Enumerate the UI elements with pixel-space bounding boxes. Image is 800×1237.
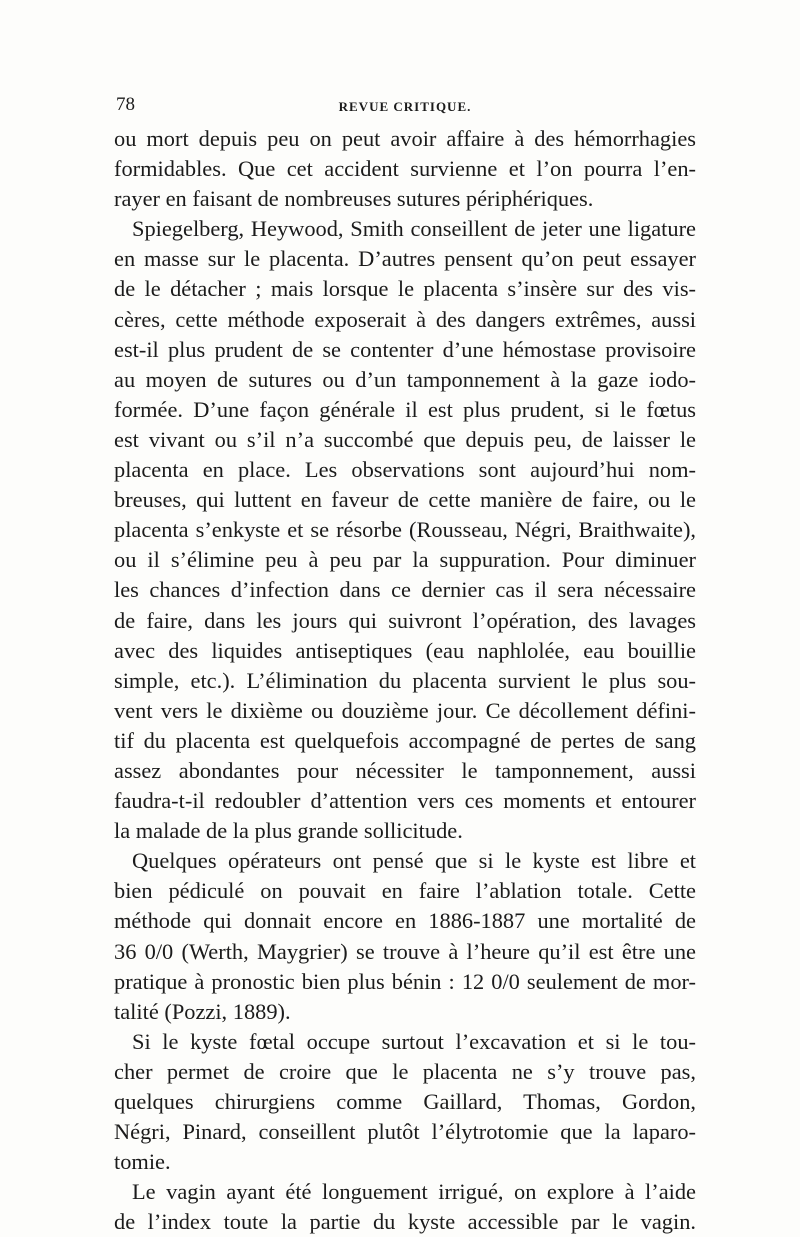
text-line: de le détacher ; mais lorsque le placenta s’insère sur des vis- (114, 276, 696, 302)
text-line: 36 0/0 (Werth, Maygrier) se trouve à l’heure qu’il est être une (114, 938, 696, 964)
paragraph-5 (114, 1177, 696, 1237)
text-line: placenta en place. Les observations sont aujourd’hui nom- (114, 457, 696, 483)
text-line: breuses, qui luttent en faveur de cette manière de faire, ou le (114, 487, 696, 513)
paragraph-2 (114, 214, 696, 846)
text-line: avec des liquides antiseptiques (eau naphlolée, eau bouillie (114, 637, 696, 663)
text-line: formée. D’une façon générale il est plus prudent, si le fœtus (114, 396, 696, 422)
text-line: Le vagin ayant été longuement irrigué, on explore à l’aide (132, 1179, 696, 1205)
text-line: en masse sur le placenta. D’autres pensent qu’on peut essayer (114, 246, 696, 272)
text-line: tif du placenta est quelquefois accompagné de pertes de sang (114, 727, 696, 753)
text-line: méthode qui donnait encore en 1886-1887 une mortalité de (114, 908, 696, 934)
text-line: Spiegelberg, Heywood, Smith conseillent de jeter une ligature (132, 216, 696, 242)
text-line: est-il plus prudent de se contenter d’une hémostase provisoire (114, 336, 696, 362)
book-page (114, 92, 696, 1237)
page-header (114, 92, 696, 124)
text-line: cher permet de croire que le placenta ne s’y trouve pas, (114, 1058, 696, 1084)
body-text (114, 124, 696, 1237)
text-line: bien pédiculé on pouvait en faire l’ablation totale. Cette (114, 878, 696, 904)
text-line: talité (Pozzi, 1889). (114, 998, 291, 1024)
running-title: REVUE CRITIQUE. (338, 99, 472, 114)
text-line: tomie. (114, 1149, 171, 1175)
text-line: la malade de la plus grande sollicitude. (114, 818, 463, 844)
text-line: pratique à pronostic bien plus bénin : 12 0/0 seulement de mor- (114, 968, 696, 994)
text-line: Quelques opérateurs ont pensé que si le kyste est libre et (132, 848, 696, 874)
paragraph-1 (114, 124, 696, 214)
text-line: ou il s’élimine peu à peu par la suppuration. Pour diminuer (114, 547, 696, 573)
text-line: Si le kyste fœtal occupe surtout l’excavation et si le tou- (132, 1028, 696, 1054)
text-line: est vivant ou s’il n’a succombé que depuis peu, de laisser le (114, 426, 696, 452)
text-line: formidables. Que cet accident survienne et l’on pourra l’en- (114, 156, 696, 182)
text-line: ou mort depuis peu on peut avoir affaire à des hémorrhagies (114, 126, 696, 151)
text-line: cères, cette méthode exposerait à des dangers extrêmes, aussi (114, 306, 696, 332)
text-line: Négri, Pinard, conseillent plutôt l’élytrotomie que la laparo- (114, 1119, 696, 1145)
text-line: placenta s’enkyste et se résorbe (Rousseau, Négri, Braithwaite), (114, 517, 696, 543)
text-line: de l’index toute la partie du kyste accessible par le vagin. (114, 1209, 696, 1235)
text-line: les chances d’infection dans ce dernier cas il sera nécessaire (114, 577, 696, 603)
text-line: simple, etc.). L’élimination du placenta survient le plus sou- (114, 667, 696, 693)
page-number: 78 (116, 94, 135, 115)
text-line: quelques chirurgiens comme Gaillard, Thomas, Gordon, (114, 1089, 696, 1114)
text-line: rayer en faisant de nombreuses sutures périphériques. (114, 186, 594, 212)
text-line: vent vers le dixième ou douzième jour. Ce décollement défini- (114, 697, 696, 723)
text-line: au moyen de sutures ou d’un tamponnement à la gaze iodo- (114, 366, 696, 392)
text-line: faudra-t-il redoubler d’attention vers ces moments et entourer (114, 788, 696, 814)
text-line: de faire, dans les jours qui suivront l’opération, des lavages (114, 607, 696, 633)
text-line: assez abondantes pour nécessiter le tamponnement, aussi (114, 757, 696, 783)
paragraph-3 (114, 846, 696, 1027)
paragraph-4 (114, 1027, 696, 1177)
